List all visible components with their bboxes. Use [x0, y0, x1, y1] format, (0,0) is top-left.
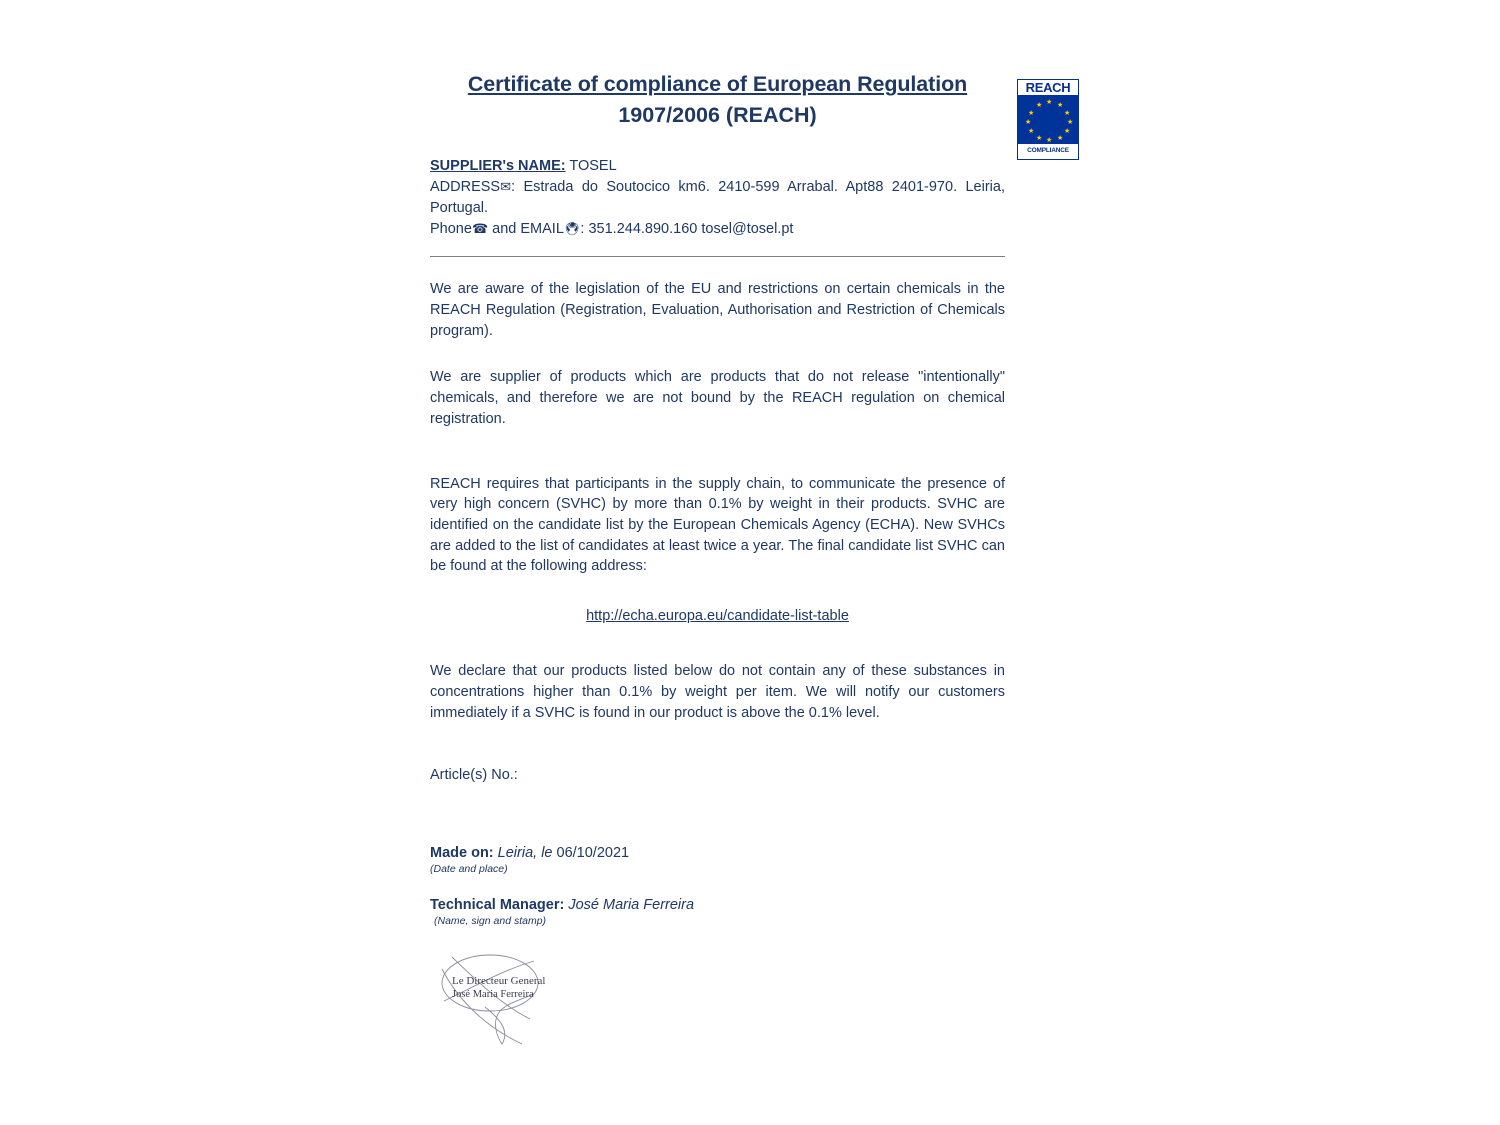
technical-manager-name: José Maria Ferreira [568, 897, 695, 914]
supplier-name-label: SUPPLIER's NAME: [430, 158, 566, 175]
technical-manager-sublabel: (Name, sign and stamp) [434, 915, 547, 928]
title-line-2: 1907/2006 (REACH) [618, 103, 817, 128]
supplier-contact-value: : 351.244.890.160 tosel@tosel.pt [580, 221, 794, 238]
supplier-contact-row [430, 219, 1005, 240]
paragraph-reach-requirements: REACH requires that participants in the supply chain, to communicate the presence of very high concern (SVHC) by more than 0.1% by weight in their products. SVHC are identified on the candidate list by the European Chemicals Agency (ECHA). New SVHCs are added to the list of candidates at least twice a year. The final candidate list SVHC can be found at the following address: [430, 475, 1005, 575]
reach-compliance-logo [1017, 79, 1079, 160]
supplier-phone-label: Phone [430, 221, 472, 238]
paragraph-supplier-statement: We are supplier of products which are products that do not release "intentionally" chemicals, and therefore we are not bound by the REACH regulation on chemical registration. [430, 369, 1005, 427]
eu-star: ★ [1036, 102, 1043, 109]
eu-star: ★ [1046, 137, 1053, 144]
page-title [430, 70, 1005, 130]
horizontal-divider [430, 256, 1005, 257]
article-numbers-line: Article(s) No.: [430, 767, 518, 784]
supplier-info-block [430, 156, 1005, 240]
eu-star: ★ [1028, 128, 1035, 135]
eu-star: ★ [1046, 99, 1053, 106]
paragraph-declaration: We declare that our products listed below do not contain any of these substances in concentrations higher than 0.1% by weight per item. We will notify our customers immediately if a SVHC is found in our product is above the 0.1% level. [430, 663, 1005, 721]
stamp-line-2: José Maria Ferreira [452, 989, 534, 1001]
reach-logo-top-word: REACH [1025, 80, 1071, 95]
eu-star: ★ [1057, 135, 1064, 142]
candidate-list-link-row [430, 607, 1005, 625]
supplier-name-value: TOSEL [569, 158, 617, 175]
envelope-icon: ✉ [500, 180, 512, 196]
stamp-line-1: Le Directeur General [452, 975, 546, 988]
monitor-icon: 🖲 [563, 222, 581, 238]
eu-star: ★ [1064, 128, 1071, 135]
candidate-list-link[interactable]: http://echa.europa.eu/candidate-list-table [586, 608, 849, 625]
supplier-address-row [430, 177, 1005, 219]
document-body [430, 70, 1005, 1049]
reach-logo-bottom-word: COMPLIANCE [1027, 147, 1069, 154]
made-on-line [430, 845, 1005, 861]
telephone-icon: ☎ [471, 222, 489, 238]
eu-flag [1018, 95, 1078, 144]
eu-star: ★ [1064, 110, 1071, 117]
paragraph-awareness: We are aware of the legislation of the EU and restrictions on certain chemicals in the REACH Regulation (Registration, Evaluation, Authorisation and Restriction of Chemicals program). [430, 281, 1005, 339]
title-line-1: Certificate of compliance of European Regulation [467, 72, 968, 96]
eu-star: ★ [1057, 102, 1064, 109]
supplier-email-label: and EMAIL [488, 221, 564, 238]
supplier-address-label: ADDRESS [430, 179, 501, 196]
made-on-date: 06/10/2021 [556, 845, 630, 862]
eu-star: ★ [1067, 119, 1074, 126]
technical-manager-label: Technical Manager: [430, 897, 565, 914]
supplier-address-value: : Estrada do Soutocico km6. 2410-599 Arrabal. Apt88 2401-970. Leiria, Portugal. [430, 179, 1005, 217]
made-on-label: Made on: [430, 845, 494, 862]
eu-star: ★ [1025, 119, 1032, 126]
technical-manager-line [430, 897, 1005, 913]
supplier-name-row [430, 156, 1005, 177]
made-on-place: Leiria, le [497, 845, 553, 862]
eu-star: ★ [1036, 135, 1043, 142]
made-on-sublabel: (Date and place) [430, 863, 508, 876]
eu-star: ★ [1028, 110, 1035, 117]
signature-stamp [430, 949, 620, 1049]
